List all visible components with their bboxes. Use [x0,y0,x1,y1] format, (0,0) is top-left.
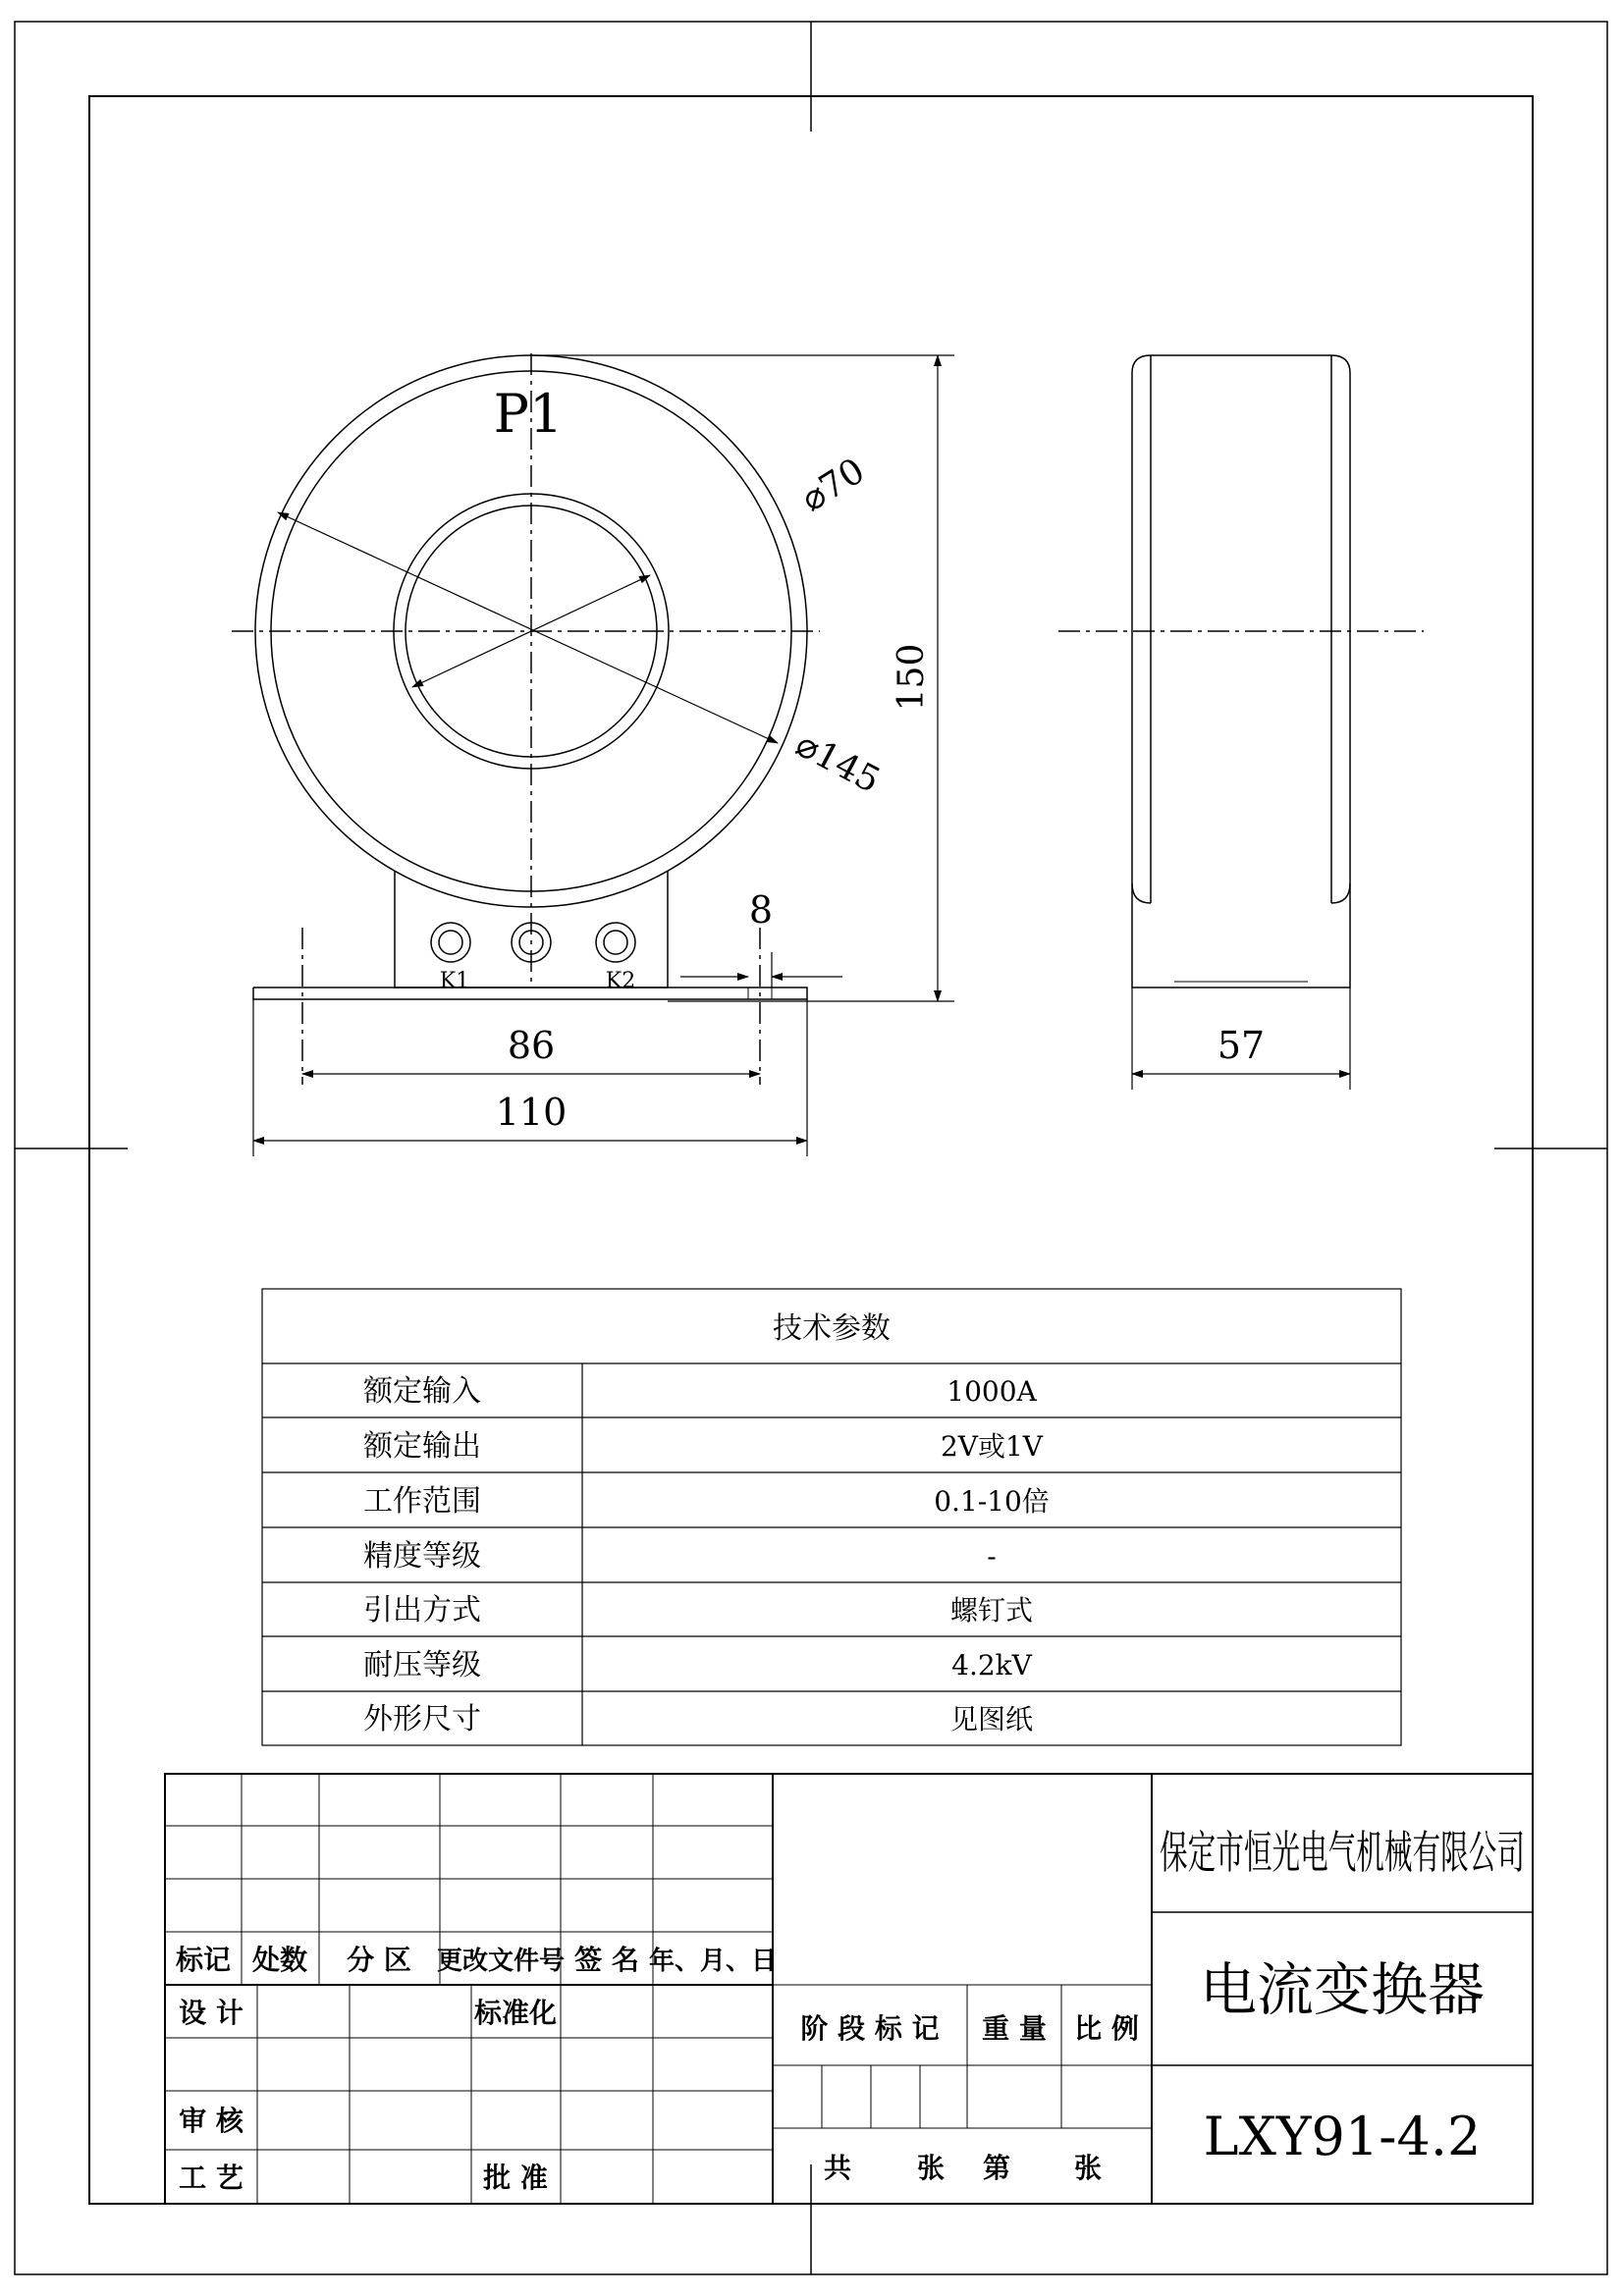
row-label: 外形尺寸 [363,1702,481,1736]
header-mark: 标记 [175,1944,232,1976]
front-view [232,353,820,1085]
label-k2: K2 [605,969,636,993]
label-standardize: 标准化 [473,1997,558,2029]
dim-base-width-text: 110 [495,1091,568,1134]
label-weight: 重 量 [982,2012,1047,2045]
header-doc-no: 更改文件号 [436,1947,566,1976]
terminal-k1 [431,923,470,962]
base-plate [253,988,807,999]
label-sheets-2: 张 [1073,2152,1103,2184]
row-label: 耐压等级 [363,1648,481,1682]
label-approve: 批 准 [483,2162,548,2194]
label-process: 工 艺 [179,2162,243,2194]
row-label: 引出方式 [363,1593,481,1628]
dim-hole-spacing-text: 86 [507,1024,556,1067]
drawing-labels [440,383,1265,1134]
label-k1: K1 [439,969,470,993]
terminal-k2 [596,923,635,962]
dim-inner-dia-text: ⌀70 [794,451,872,520]
row-value: 见图纸 [949,1703,1034,1735]
dim-height-text: 150 [892,643,932,712]
row-label: 精度等级 [363,1539,481,1574]
side-body [1132,355,1350,988]
row-value: 螺钉式 [949,1594,1034,1627]
row-label: 额定输出 [363,1429,481,1464]
row-label: 额定输入 [363,1374,481,1409]
header-date: 年、月、日 [648,1947,778,1976]
row-value: 2V或1V [940,1430,1044,1463]
header-count: 处数 [251,1944,308,1976]
side-view [1058,355,1424,1090]
dim-outer-dia-text: ⌀145 [788,723,887,802]
product-name: 电流变换器 [1199,1956,1486,2023]
dim-outer-dia-line [278,512,778,743]
label-review: 审 核 [179,2105,243,2137]
row-value: - [987,1540,997,1573]
model-number: LXY91-4.2 [1203,2106,1482,2167]
tech-parameter-table [262,1289,1401,1745]
company-name: 保定市恒光电气机械有限公司 [1160,1826,1525,1879]
label-design: 设 计 [179,1997,243,2029]
row-value: 0.1-10倍 [934,1485,1050,1518]
row-value: 1000A [947,1375,1037,1408]
header-zone: 分 区 [347,1944,411,1976]
label-total: 共 [823,2152,852,2184]
dim-slot-text: 8 [748,888,774,932]
label-stage-mark: 阶 段 标 记 [800,2012,940,2045]
label-scale: 比 例 [1074,2012,1139,2045]
dim-thickness-text: 57 [1217,1024,1266,1067]
header-sign: 签 名 [574,1944,639,1976]
row-value: 4.2kV [951,1649,1032,1682]
row-label: 工作范围 [363,1484,481,1519]
label-p1: P1 [493,383,564,445]
tech-table-title: 技术参数 [773,1311,891,1346]
label-page: 第 [982,2152,1011,2184]
title-block [165,1774,1533,2204]
label-sheets-1: 张 [916,2152,946,2184]
